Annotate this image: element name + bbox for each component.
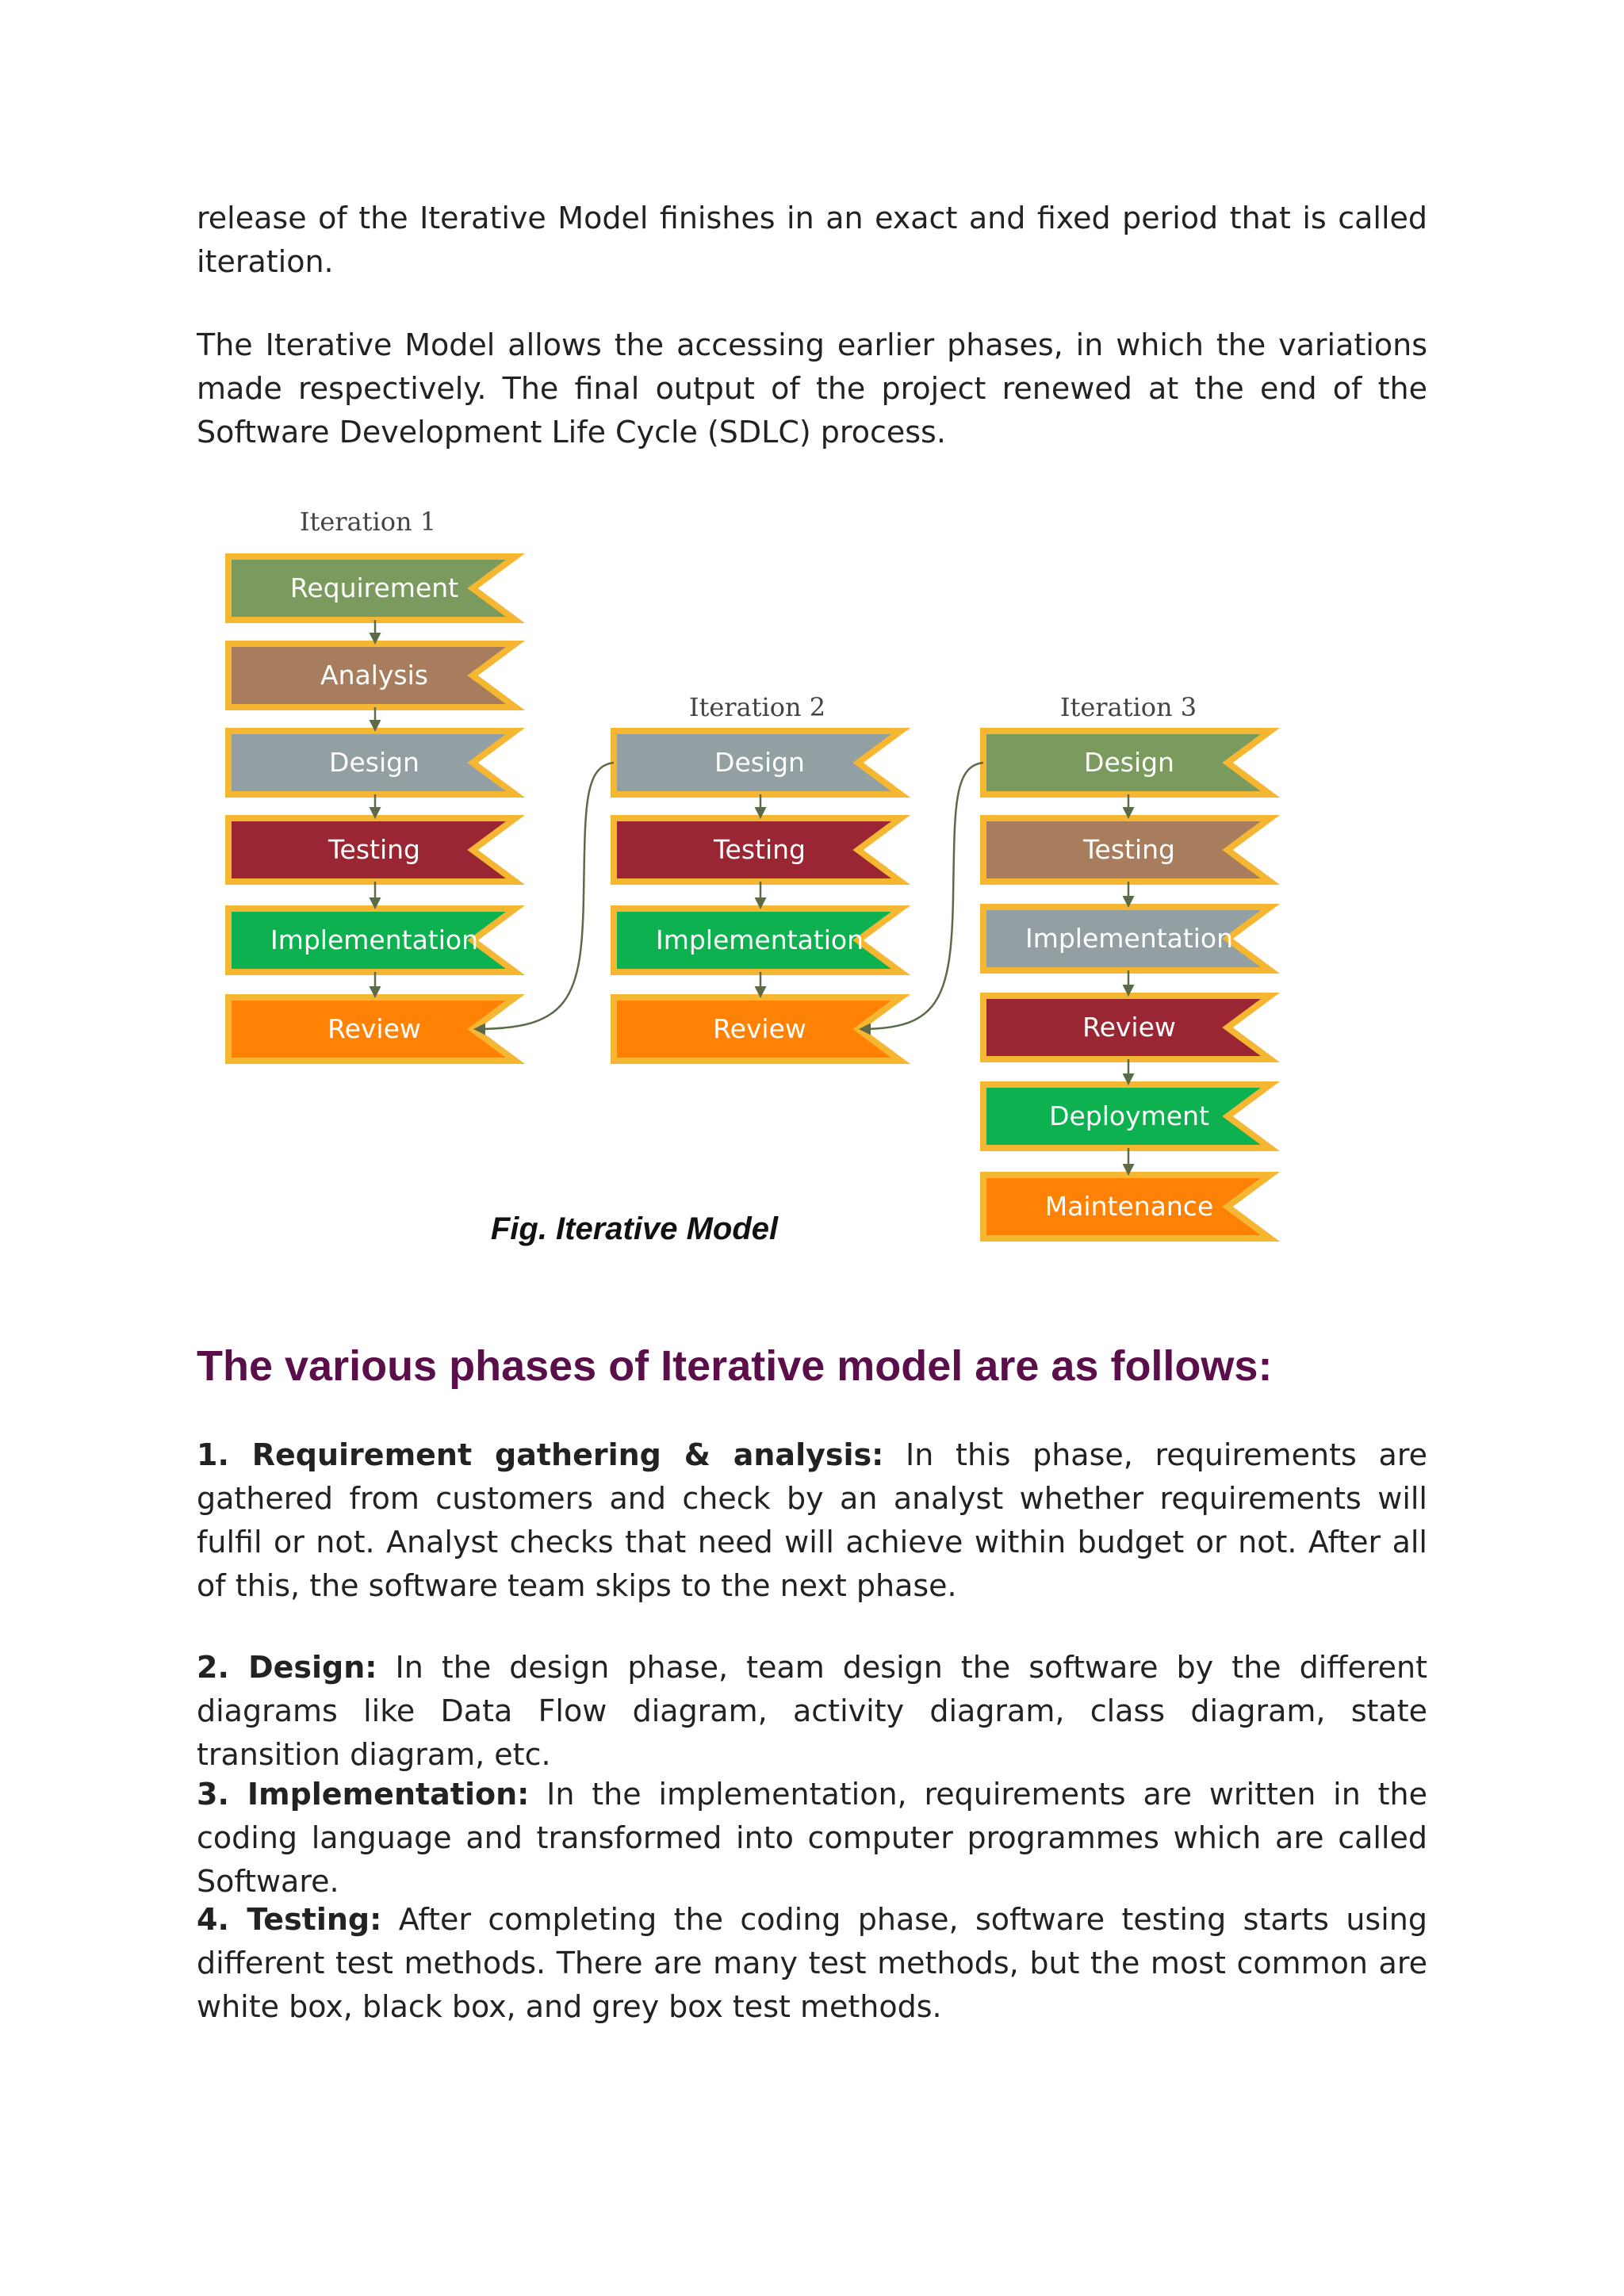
i2-design-label: Design bbox=[714, 747, 805, 778]
i1-requirement-label: Requirement bbox=[289, 572, 459, 603]
phase-1-title: 1. Requirement gathering & analysis: bbox=[197, 1437, 884, 1472]
phase-4-title: 4. Testing: bbox=[197, 1902, 382, 1937]
phase-3-paragraph bbox=[197, 1773, 1427, 1904]
i1-analysis-label: Analysis bbox=[320, 660, 428, 691]
i3-testing-label: Testing bbox=[1082, 834, 1176, 865]
intro-paragraph-2: The Iterative Model allows the accessing earlier phases, in which the variations made respectively. The final output of the project renewed at the end of the Software Development Life Cycle (SDLC) process. bbox=[197, 327, 1427, 450]
phase-2-paragraph bbox=[197, 1646, 1427, 1777]
iterative-model-figure bbox=[197, 499, 1291, 1276]
i2-implementation-label: Implementation bbox=[655, 924, 864, 955]
phase-3-text: In the implementation, requirements are written in the coding language and transformed into computer programmes which are called Software. bbox=[197, 1777, 1427, 1899]
loop-arrow-iteration-2 bbox=[476, 763, 614, 1029]
i1-review-label: Review bbox=[327, 1013, 421, 1044]
i3-review-label: Review bbox=[1082, 1012, 1176, 1043]
i3-deployment-label: Deployment bbox=[1049, 1100, 1209, 1131]
phase-2-title: 2. Design: bbox=[197, 1650, 377, 1685]
iteration-3-label: Iteration 3 bbox=[1059, 692, 1197, 722]
iteration-2-label: Iteration 2 bbox=[688, 692, 826, 722]
iteration-1-label: Iteration 1 bbox=[299, 507, 437, 537]
intro-paragraph-1: release of the Iterative Model finishes in an exact and fixed period that is called iteration. bbox=[197, 201, 1427, 279]
i3-design-label: Design bbox=[1084, 747, 1174, 778]
phase-4-text: After completing the coding phase, software testing starts using different test methods. There are many test methods, but the most common are white box, black box, and grey box test methods. bbox=[197, 1902, 1427, 2024]
i3-implementation-label: Implementation bbox=[1025, 923, 1234, 954]
i1-design-label: Design bbox=[329, 747, 419, 778]
phase-2-text: In the design phase, team design the software by the different diagrams like Data Flow diagram, activity diagram, class diagram, state transition diagram, etc. bbox=[197, 1650, 1427, 1772]
figure-caption: Fig. Iterative Model bbox=[490, 1211, 779, 1246]
i2-review-label: Review bbox=[713, 1013, 806, 1044]
phase-3-title: 3. Implementation: bbox=[197, 1777, 530, 1812]
i1-testing-label: Testing bbox=[327, 834, 421, 865]
loop-arrow-iteration-3 bbox=[861, 763, 983, 1029]
i3-maintenance-label: Maintenance bbox=[1044, 1191, 1214, 1222]
phase-1-text: In this phase, requirements are gathered from customers and check by an analyst whether requirements will fulfil or not. Analyst checks that need will achieve within budget or not. After all of this, the software team skips to the next phase. bbox=[197, 1437, 1427, 1603]
flow-diagram bbox=[197, 499, 1291, 1276]
i2-testing-label: Testing bbox=[713, 834, 806, 865]
phase-4-paragraph bbox=[197, 1898, 1427, 2029]
i1-implementation-label: Implementation bbox=[270, 924, 479, 955]
phase-1-paragraph bbox=[197, 1433, 1427, 1608]
phases-heading: The various phases of Iterative model are as follows: bbox=[197, 1342, 1273, 1390]
